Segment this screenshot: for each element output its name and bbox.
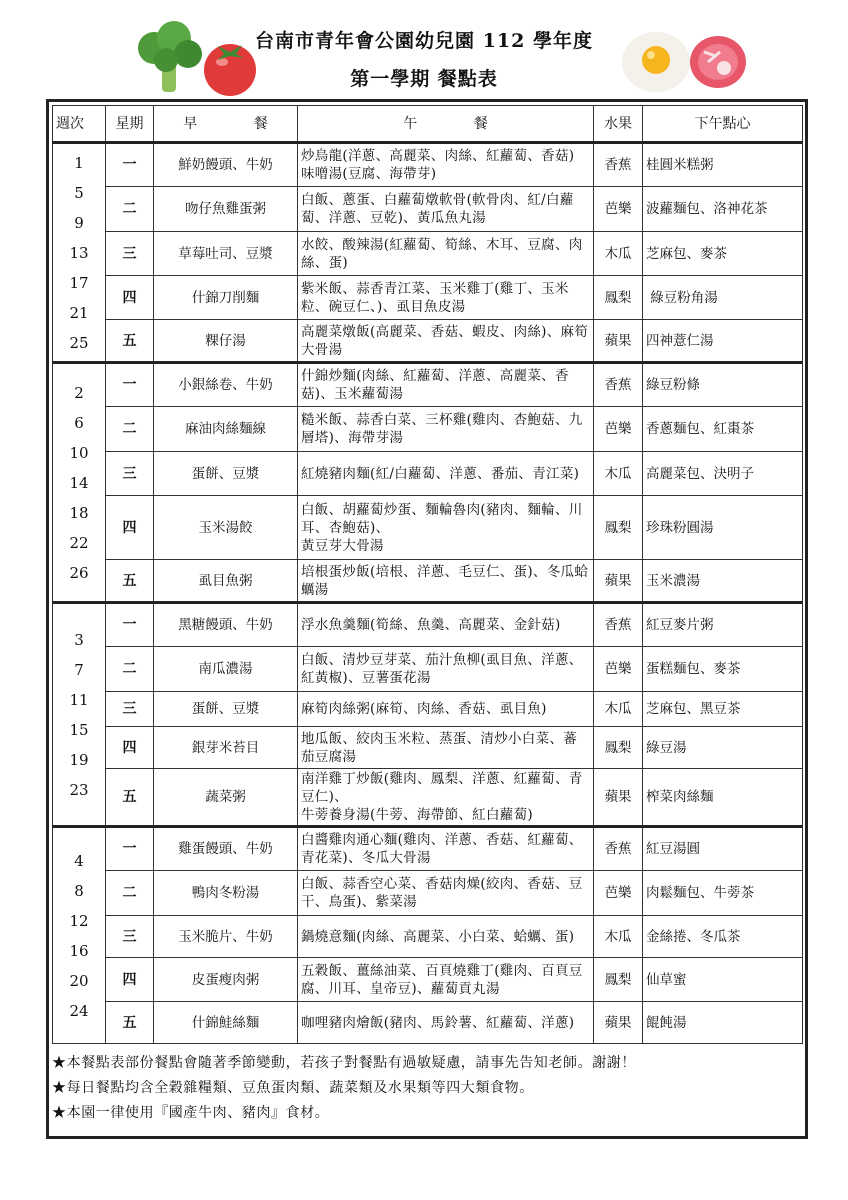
week-numbers — [53, 143, 106, 363]
week-number: 16 — [69, 941, 89, 960]
menu-sheet — [46, 99, 808, 1139]
week-number: 11 — [69, 690, 89, 709]
snack-cell: 玉米濃湯 — [643, 560, 803, 603]
lunch-cell: 地瓜飯、絞肉玉米粒、蒸蛋、清炒小白菜、蕃茄豆腐湯 — [298, 727, 594, 769]
breakfast-cell: 虱目魚粥 — [154, 560, 298, 603]
table-header-row — [53, 106, 803, 143]
lunch-cell: 白飯、胡蘿蔔炒蛋、麵輪魯肉(豬肉、麵輪、川耳、杏鮑菇)、 黃豆芽大骨湯 — [298, 496, 594, 560]
table-row — [53, 560, 803, 603]
fruit-cell: 芭樂 — [594, 187, 643, 232]
fruit-cell: 芭樂 — [594, 647, 643, 692]
fruit-cell: 香蕉 — [594, 363, 643, 407]
lunch-cell: 五穀飯、薑絲油菜、百頁燒雞丁(雞肉、百頁豆腐、川耳、皇帝豆)、蘿蔔貢丸湯 — [298, 958, 594, 1002]
lunch-cell: 糙米飯、蒜香白菜、三杯雞(雞肉、杏鮑菇、九層塔)、海帶芽湯 — [298, 407, 594, 452]
week-number: 21 — [69, 303, 89, 322]
week-number: 4 — [74, 851, 84, 870]
snack-cell: 仙草蜜 — [643, 958, 803, 1002]
day-cell: 二 — [106, 187, 154, 232]
breakfast-cell: 鮮奶饅頭、牛奶 — [154, 143, 298, 187]
table-row — [53, 692, 803, 727]
lunch-cell: 什錦炒麵(肉絲、紅蘿蔔、洋蔥、高麗菜、香菇)、玉米蘿蔔湯 — [298, 363, 594, 407]
week-number: 3 — [74, 630, 84, 649]
week-numbers — [53, 603, 106, 827]
snack-cell: 榨菜肉絲麵 — [643, 769, 803, 827]
breakfast-cell: 蛋餅、豆漿 — [154, 692, 298, 727]
breakfast-cell: 玉米脆片、牛奶 — [154, 916, 298, 958]
week-number: 22 — [69, 533, 89, 552]
lunch-cell: 白飯、蔥蛋、白蘿蔔燉軟骨(軟骨肉、紅/白蘿蔔、洋蔥、豆乾)、黃瓜魚丸湯 — [298, 187, 594, 232]
table-row — [53, 871, 803, 916]
week-number: 15 — [69, 720, 89, 739]
breakfast-cell: 麻油肉絲麵線 — [154, 407, 298, 452]
table-row — [53, 452, 803, 496]
breakfast-cell: 吻仔魚雞蛋粥 — [154, 187, 298, 232]
menu-table — [52, 105, 803, 1044]
week-numbers — [53, 827, 106, 1044]
table-row — [53, 232, 803, 276]
snack-cell: 珍珠粉圓湯 — [643, 496, 803, 560]
col-header-week: 週次 — [53, 106, 106, 143]
breakfast-cell: 蔬菜粥 — [154, 769, 298, 827]
table-row — [53, 407, 803, 452]
week-number: 8 — [74, 881, 84, 900]
ham-icon — [690, 36, 746, 88]
lunch-cell: 炒烏龍(洋蔥、高麗菜、肉絲、紅蘿蔔、香菇) 味噌湯(豆腐、海帶芽) — [298, 143, 594, 187]
day-cell: 五 — [106, 560, 154, 603]
day-cell: 一 — [106, 363, 154, 407]
week-number: 19 — [69, 750, 89, 769]
lunch-cell: 麻筍肉絲粥(麻筍、肉絲、香菇、虱目魚) — [298, 692, 594, 727]
day-cell: 三 — [106, 232, 154, 276]
breakfast-cell: 什錦鮭絲麵 — [154, 1002, 298, 1044]
page-header — [0, 0, 848, 100]
fruit-cell: 木瓜 — [594, 916, 643, 958]
fruit-cell: 香蕉 — [594, 603, 643, 647]
table-row — [53, 769, 803, 827]
fruit-cell: 鳳梨 — [594, 276, 643, 320]
breakfast-cell: 雞蛋饅頭、牛奶 — [154, 827, 298, 871]
lunch-cell: 白飯、蒜香空心菜、香菇肉燥(絞肉、香菇、豆干、鳥蛋)、紫菜湯 — [298, 871, 594, 916]
day-cell: 四 — [106, 958, 154, 1002]
snack-cell: 桂圓米糕粥 — [643, 143, 803, 187]
table-row — [53, 143, 803, 187]
egg-ham-icon — [620, 22, 750, 98]
lunch-cell: 咖哩豬肉燴飯(豬肉、馬鈴薯、紅蘿蔔、洋蔥) — [298, 1002, 594, 1044]
snack-cell: 紅豆麥片粥 — [643, 603, 803, 647]
week-number: 14 — [69, 473, 89, 492]
breakfast-cell: 蛋餅、豆漿 — [154, 452, 298, 496]
menu-body — [53, 143, 803, 1044]
fruit-cell: 芭樂 — [594, 871, 643, 916]
fruit-cell: 蘋果 — [594, 560, 643, 603]
fruit-cell: 木瓜 — [594, 692, 643, 727]
fruit-cell: 芭樂 — [594, 407, 643, 452]
week-number: 13 — [69, 243, 89, 262]
table-row — [53, 647, 803, 692]
note-seasonal: ★本餐點表部份餐點會隨著季節變動，若孩子對餐點有過敏疑慮，請事先告知老師。謝謝！ — [52, 1055, 636, 1071]
breakfast-cell: 皮蛋瘦肉粥 — [154, 958, 298, 1002]
lunch-cell: 紫米飯、蒜香青江菜、玉米雞丁(雞丁、玉米粒、碗豆仁、)、虱目魚皮湯 — [298, 276, 594, 320]
breakfast-cell: 小銀絲卷、牛奶 — [154, 363, 298, 407]
breakfast-cell: 鴨肉冬粉湯 — [154, 871, 298, 916]
week-number: 6 — [74, 413, 84, 432]
page-title: 台南市青年會公園幼兒園 112 學年度 — [255, 30, 593, 52]
table-row — [53, 916, 803, 958]
table-row — [53, 958, 803, 1002]
snack-cell: 紅豆湯圓 — [643, 827, 803, 871]
fried-egg-icon — [622, 32, 690, 92]
week-number: 24 — [69, 1001, 89, 1020]
snack-cell: 金絲捲、冬瓜茶 — [643, 916, 803, 958]
snack-cell: 綠豆粉角湯 — [643, 276, 803, 320]
breakfast-cell: 草莓吐司、豆漿 — [154, 232, 298, 276]
snack-cell: 四神薏仁湯 — [643, 320, 803, 363]
lunch-cell: 浮水魚羹麵(筍絲、魚羹、高麗菜、金針菇) — [298, 603, 594, 647]
lunch-cell: 高麗菜燉飯(高麗菜、香菇、蝦皮、肉絲)、麻筍大骨湯 — [298, 320, 594, 363]
week-number: 23 — [69, 780, 89, 799]
day-cell: 三 — [106, 916, 154, 958]
table-row — [53, 363, 803, 407]
table-row — [53, 320, 803, 363]
lunch-cell: 紅燒豬肉麵(紅/白蘿蔔、洋蔥、番茄、青江菜) — [298, 452, 594, 496]
snack-cell: 綠豆湯 — [643, 727, 803, 769]
breakfast-cell: 什錦刀削麵 — [154, 276, 298, 320]
snack-cell: 芝麻包、麥茶 — [643, 232, 803, 276]
table-row — [53, 727, 803, 769]
day-cell: 一 — [106, 143, 154, 187]
table-row — [53, 827, 803, 871]
fruit-cell: 蘋果 — [594, 769, 643, 827]
week-numbers — [53, 363, 106, 603]
day-cell: 一 — [106, 827, 154, 871]
day-cell: 五 — [106, 320, 154, 363]
week-number: 7 — [74, 660, 84, 679]
week-number: 10 — [69, 443, 89, 462]
fruit-cell: 木瓜 — [594, 452, 643, 496]
lunch-cell: 白醬雞肉通心麵(雞肉、洋蔥、香菇、紅蘿蔔、青花菜)、冬瓜大骨湯 — [298, 827, 594, 871]
day-cell: 五 — [106, 1002, 154, 1044]
snack-cell: 綠豆粉條 — [643, 363, 803, 407]
day-cell: 三 — [106, 452, 154, 496]
week-number: 5 — [74, 183, 84, 202]
day-cell: 一 — [106, 603, 154, 647]
snack-cell: 香蔥麵包、紅棗茶 — [643, 407, 803, 452]
lunch-cell: 南洋雞丁炒飯(雞肉、鳳梨、洋蔥、紅蘿蔔、青豆仁)、 牛蒡養身湯(牛蒡、海帶節、紅白蘿蔔) — [298, 769, 594, 827]
lunch-cell: 培根蛋炒飯(培根、洋蔥、毛豆仁、蛋)、冬瓜蛤蠣湯 — [298, 560, 594, 603]
lunch-cell: 鍋燒意麵(肉絲、高麗菜、小白菜、蛤蠣、蛋) — [298, 916, 594, 958]
col-header-day: 星期 — [106, 106, 154, 143]
page-subtitle: 第一學期 餐點表 — [350, 68, 498, 90]
fruit-cell: 木瓜 — [594, 232, 643, 276]
col-header-fruit: 水果 — [594, 106, 643, 143]
snack-cell: 波蘿麵包、洛神花茶 — [643, 187, 803, 232]
fruit-cell: 蘋果 — [594, 1002, 643, 1044]
note-food-groups: ★每日餐點均含全穀雜糧類、豆魚蛋肉類、蔬菜類及水果類等四大類食物。 — [52, 1080, 534, 1096]
week-number: 20 — [69, 971, 89, 990]
table-row — [53, 276, 803, 320]
fruit-cell: 蘋果 — [594, 320, 643, 363]
note-domestic-meat: ★本園一律使用『國產牛肉、豬肉』食材。 — [52, 1105, 330, 1121]
breakfast-cell: 銀芽米苔目 — [154, 727, 298, 769]
snack-cell: 高麗菜包、決明子 — [643, 452, 803, 496]
day-cell: 二 — [106, 871, 154, 916]
col-header-lunch: 午 餐 — [298, 106, 594, 143]
snack-cell: 餛飩湯 — [643, 1002, 803, 1044]
lunch-cell: 水餃、酸辣湯(紅蘿蔔、筍絲、木耳、豆腐、肉絲、蛋) — [298, 232, 594, 276]
breakfast-cell: 黑糖饅頭、牛奶 — [154, 603, 298, 647]
table-row — [53, 1002, 803, 1044]
breakfast-cell: 南瓜濃湯 — [154, 647, 298, 692]
breakfast-cell: 玉米湯餃 — [154, 496, 298, 560]
day-cell: 五 — [106, 769, 154, 827]
day-cell: 四 — [106, 276, 154, 320]
week-number: 1 — [74, 153, 84, 172]
fruit-cell: 鳳梨 — [594, 496, 643, 560]
day-cell: 二 — [106, 407, 154, 452]
table-row — [53, 187, 803, 232]
week-number: 18 — [69, 503, 89, 522]
fruit-cell: 鳳梨 — [594, 727, 643, 769]
breakfast-cell: 粿仔湯 — [154, 320, 298, 363]
table-row — [53, 496, 803, 560]
fruit-cell: 鳳梨 — [594, 958, 643, 1002]
day-cell: 二 — [106, 647, 154, 692]
week-number: 12 — [69, 911, 89, 930]
table-row — [53, 603, 803, 647]
week-number: 25 — [69, 333, 89, 352]
snack-cell: 蛋糕麵包、麥茶 — [643, 647, 803, 692]
day-cell: 四 — [106, 496, 154, 560]
snack-cell: 芝麻包、黑豆茶 — [643, 692, 803, 727]
fruit-cell: 香蕉 — [594, 143, 643, 187]
snack-cell: 肉鬆麵包、牛蒡茶 — [643, 871, 803, 916]
day-cell: 四 — [106, 727, 154, 769]
week-number: 9 — [74, 213, 84, 232]
fruit-cell: 香蕉 — [594, 827, 643, 871]
notes — [52, 1051, 802, 1126]
week-number: 26 — [69, 563, 89, 582]
week-number: 2 — [74, 383, 84, 402]
day-cell: 三 — [106, 692, 154, 727]
col-header-breakfast: 早 餐 — [154, 106, 298, 143]
week-number: 17 — [69, 273, 89, 292]
col-header-snack: 下午點心 — [643, 106, 803, 143]
lunch-cell: 白飯、清炒豆芽菜、茄汁魚柳(虱目魚、洋蔥、紅黃椒)、豆薯蛋花湯 — [298, 647, 594, 692]
